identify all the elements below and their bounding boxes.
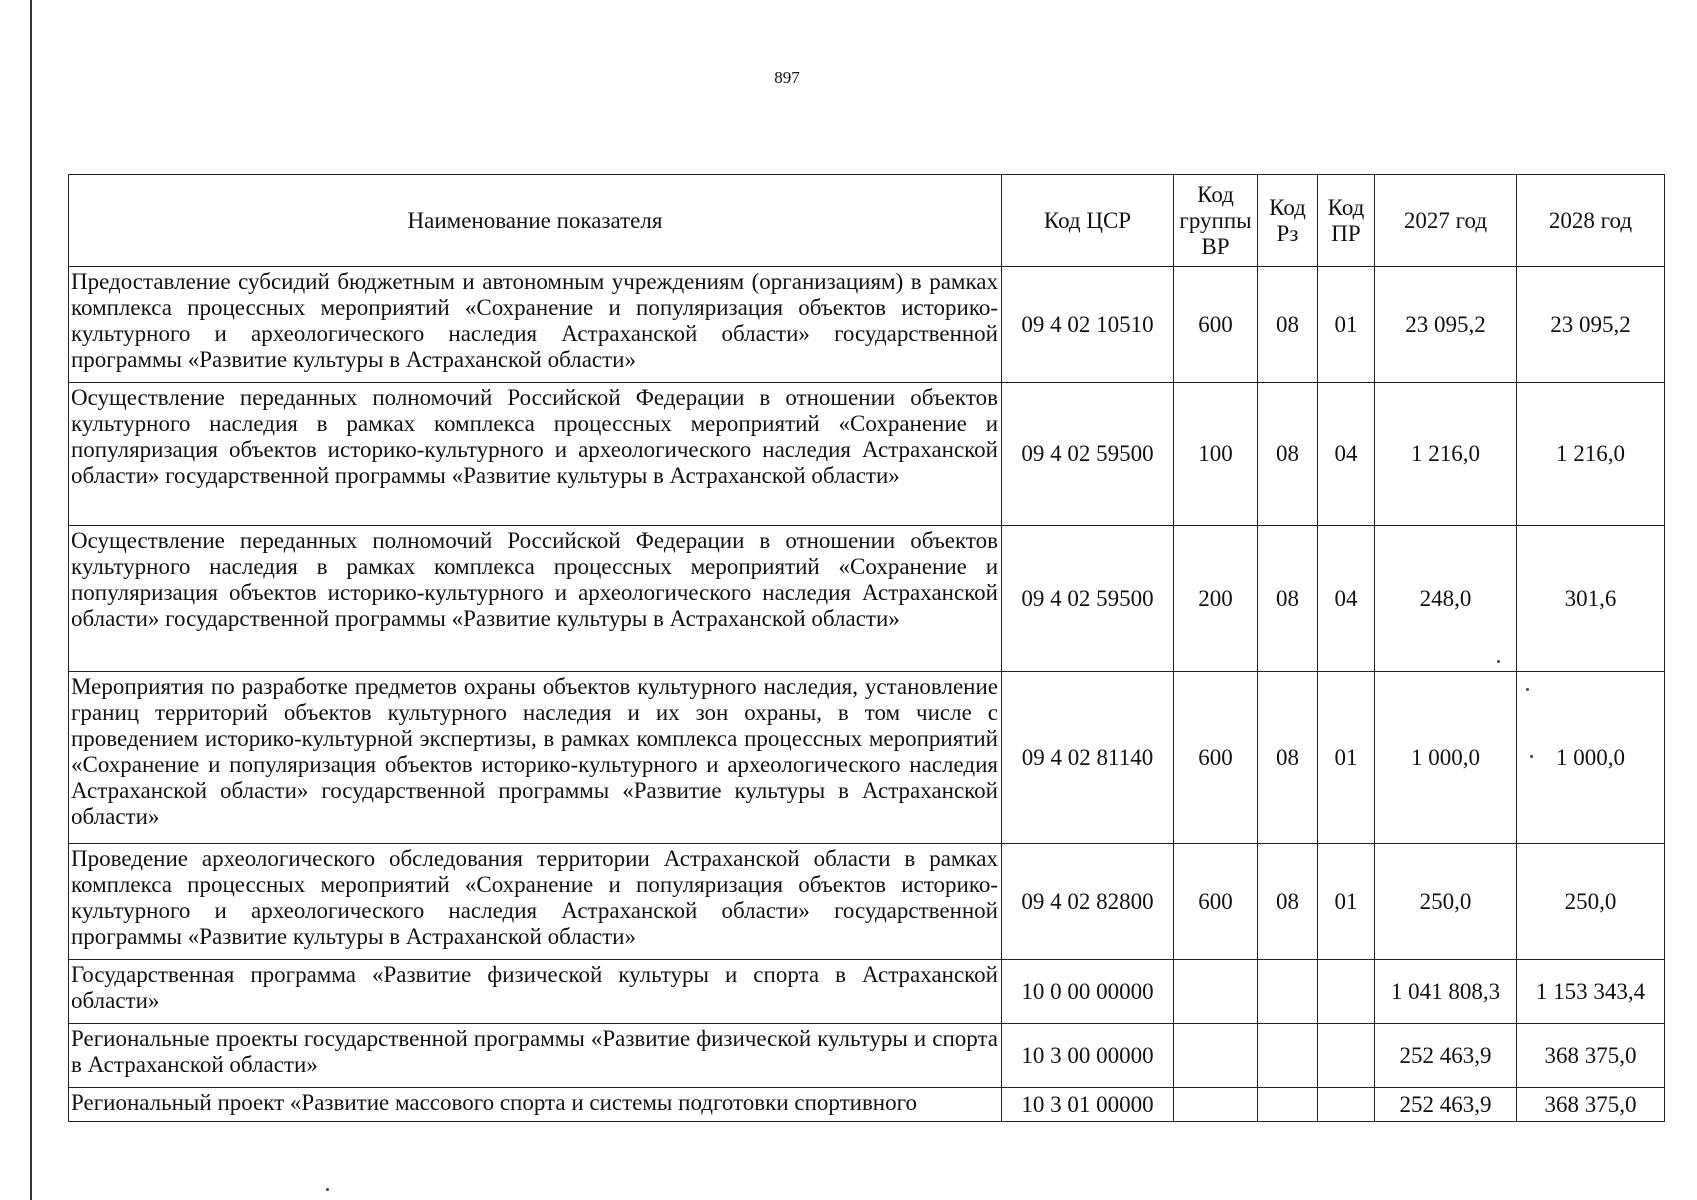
scan-speck <box>1526 688 1529 691</box>
row-csr: 09 4 02 81140 <box>1002 672 1174 844</box>
row-2027: 252 463,9 <box>1375 1088 1517 1122</box>
scan-speck <box>1530 755 1533 758</box>
row-pr: 04 <box>1318 526 1375 672</box>
row-csr: 09 4 02 10510 <box>1002 267 1174 383</box>
row-name: Осуществление переданных полномочий Российской Федерации в отношении объектов культурного наследия в рамках комплекса процессных мероприятий «Сохранение и популяризация объектов историко-культурного и археологического наследия Астраханской области» государственной программы «Развитие культуры в Астраханской области» <box>69 383 1002 526</box>
row-pr: 01 <box>1318 844 1375 960</box>
header-csr: Код ЦСР <box>1002 175 1174 267</box>
row-pr <box>1318 1024 1375 1088</box>
row-csr: 10 0 00 00000 <box>1002 960 1174 1024</box>
row-rz: 08 <box>1258 844 1318 960</box>
scan-speck <box>326 1188 329 1191</box>
table-header-row <box>69 175 1665 267</box>
table-row <box>69 526 1665 672</box>
row-rz: 08 <box>1258 383 1318 526</box>
row-rz <box>1258 1024 1318 1088</box>
row-name: Государственная программа «Развитие физической культуры и спорта в Астраханской области» <box>69 960 1002 1024</box>
row-pr <box>1318 960 1375 1024</box>
table-row <box>69 383 1665 526</box>
row-name: Предоставление субсидий бюджетным и автономным учреждениям (организациям) в рамках комплекса процессных мероприятий «Сохранение и популяризация объектов историко-культурного и археологического наследия Астраханской области» государственной программы «Развитие культуры в Астраханской области» <box>69 267 1002 383</box>
table-row <box>69 672 1665 844</box>
page-number: 897 <box>774 68 800 87</box>
budget-table <box>68 174 1665 1122</box>
row-pr: 01 <box>1318 672 1375 844</box>
row-2028: 250,0 <box>1517 844 1665 960</box>
header-name: Наименование показателя <box>69 175 1002 267</box>
row-pr <box>1318 1088 1375 1122</box>
header-2028: 2028 год <box>1517 175 1665 267</box>
row-2028: 1 000,0 <box>1517 672 1665 844</box>
row-vr <box>1174 1024 1258 1088</box>
row-2027: 250,0 <box>1375 844 1517 960</box>
header-rz: Код Рз <box>1258 175 1318 267</box>
scan-speck <box>1497 660 1500 663</box>
row-2027: 1 000,0 <box>1375 672 1517 844</box>
row-2028: 368 375,0 <box>1517 1024 1665 1088</box>
table-row <box>69 960 1665 1024</box>
row-vr <box>1174 1088 1258 1122</box>
table-row <box>69 1024 1665 1088</box>
row-csr: 10 3 01 00000 <box>1002 1088 1174 1122</box>
header-pr: Код ПР <box>1318 175 1375 267</box>
row-2028: 368 375,0 <box>1517 1088 1665 1122</box>
row-rz: 08 <box>1258 672 1318 844</box>
row-2027: 248,0 <box>1375 526 1517 672</box>
table-row <box>69 844 1665 960</box>
row-2028: 301,6 <box>1517 526 1665 672</box>
row-vr: 200 <box>1174 526 1258 672</box>
row-2027: 252 463,9 <box>1375 1024 1517 1088</box>
row-rz: 08 <box>1258 267 1318 383</box>
row-rz <box>1258 960 1318 1024</box>
row-2027: 23 095,2 <box>1375 267 1517 383</box>
table-row <box>69 267 1665 383</box>
table-row <box>69 1088 1665 1122</box>
row-name: Мероприятия по разработке предметов охраны объектов культурного наследия, установление границ территорий объектов культурного наследия и их зон охраны, в том числе с проведением историко-культурной экспертизы, в рамках комплекса процессных мероприятий «Сохранение и популяризация объектов историко-культурного и археологического наследия Астраханской области» государственной программы «Развитие культуры в Астраханской области» <box>69 672 1002 844</box>
row-rz <box>1258 1088 1318 1122</box>
row-name: Региональный проект «Развитие массового спорта и системы подготовки спортивного <box>69 1088 1002 1122</box>
row-name: Осуществление переданных полномочий Российской Федерации в отношении объектов культурного наследия в рамках комплекса процессных мероприятий «Сохранение и популяризация объектов историко-культурного и археологического наследия Астраханской области» государственной программы «Развитие культуры в Астраханской области» <box>69 526 1002 672</box>
row-2027: 1 216,0 <box>1375 383 1517 526</box>
header-vr: Код группы ВР <box>1174 175 1258 267</box>
row-csr: 09 4 02 59500 <box>1002 383 1174 526</box>
row-2027: 1 041 808,3 <box>1375 960 1517 1024</box>
row-vr <box>1174 960 1258 1024</box>
row-name: Проведение археологического обследования территории Астраханской области в рамках комплекса процессных мероприятий «Сохранение и популяризация объектов историко-культурного и археологического наследия Астраханской области» государственной программы «Развитие культуры в Астраханской области» <box>69 844 1002 960</box>
row-vr: 600 <box>1174 672 1258 844</box>
row-pr: 01 <box>1318 267 1375 383</box>
row-csr: 10 3 00 00000 <box>1002 1024 1174 1088</box>
row-2028: 1 153 343,4 <box>1517 960 1665 1024</box>
row-rz: 08 <box>1258 526 1318 672</box>
row-vr: 600 <box>1174 267 1258 383</box>
row-name: Региональные проекты государственной программы «Развитие физической культуры и спорта в Астраханской области» <box>69 1024 1002 1088</box>
row-2028: 1 216,0 <box>1517 383 1665 526</box>
header-2027: 2027 год <box>1375 175 1517 267</box>
row-2028: 23 095,2 <box>1517 267 1665 383</box>
row-vr: 600 <box>1174 844 1258 960</box>
left-margin-line <box>30 0 32 1200</box>
row-csr: 09 4 02 82800 <box>1002 844 1174 960</box>
row-vr: 100 <box>1174 383 1258 526</box>
row-pr: 04 <box>1318 383 1375 526</box>
row-csr: 09 4 02 59500 <box>1002 526 1174 672</box>
